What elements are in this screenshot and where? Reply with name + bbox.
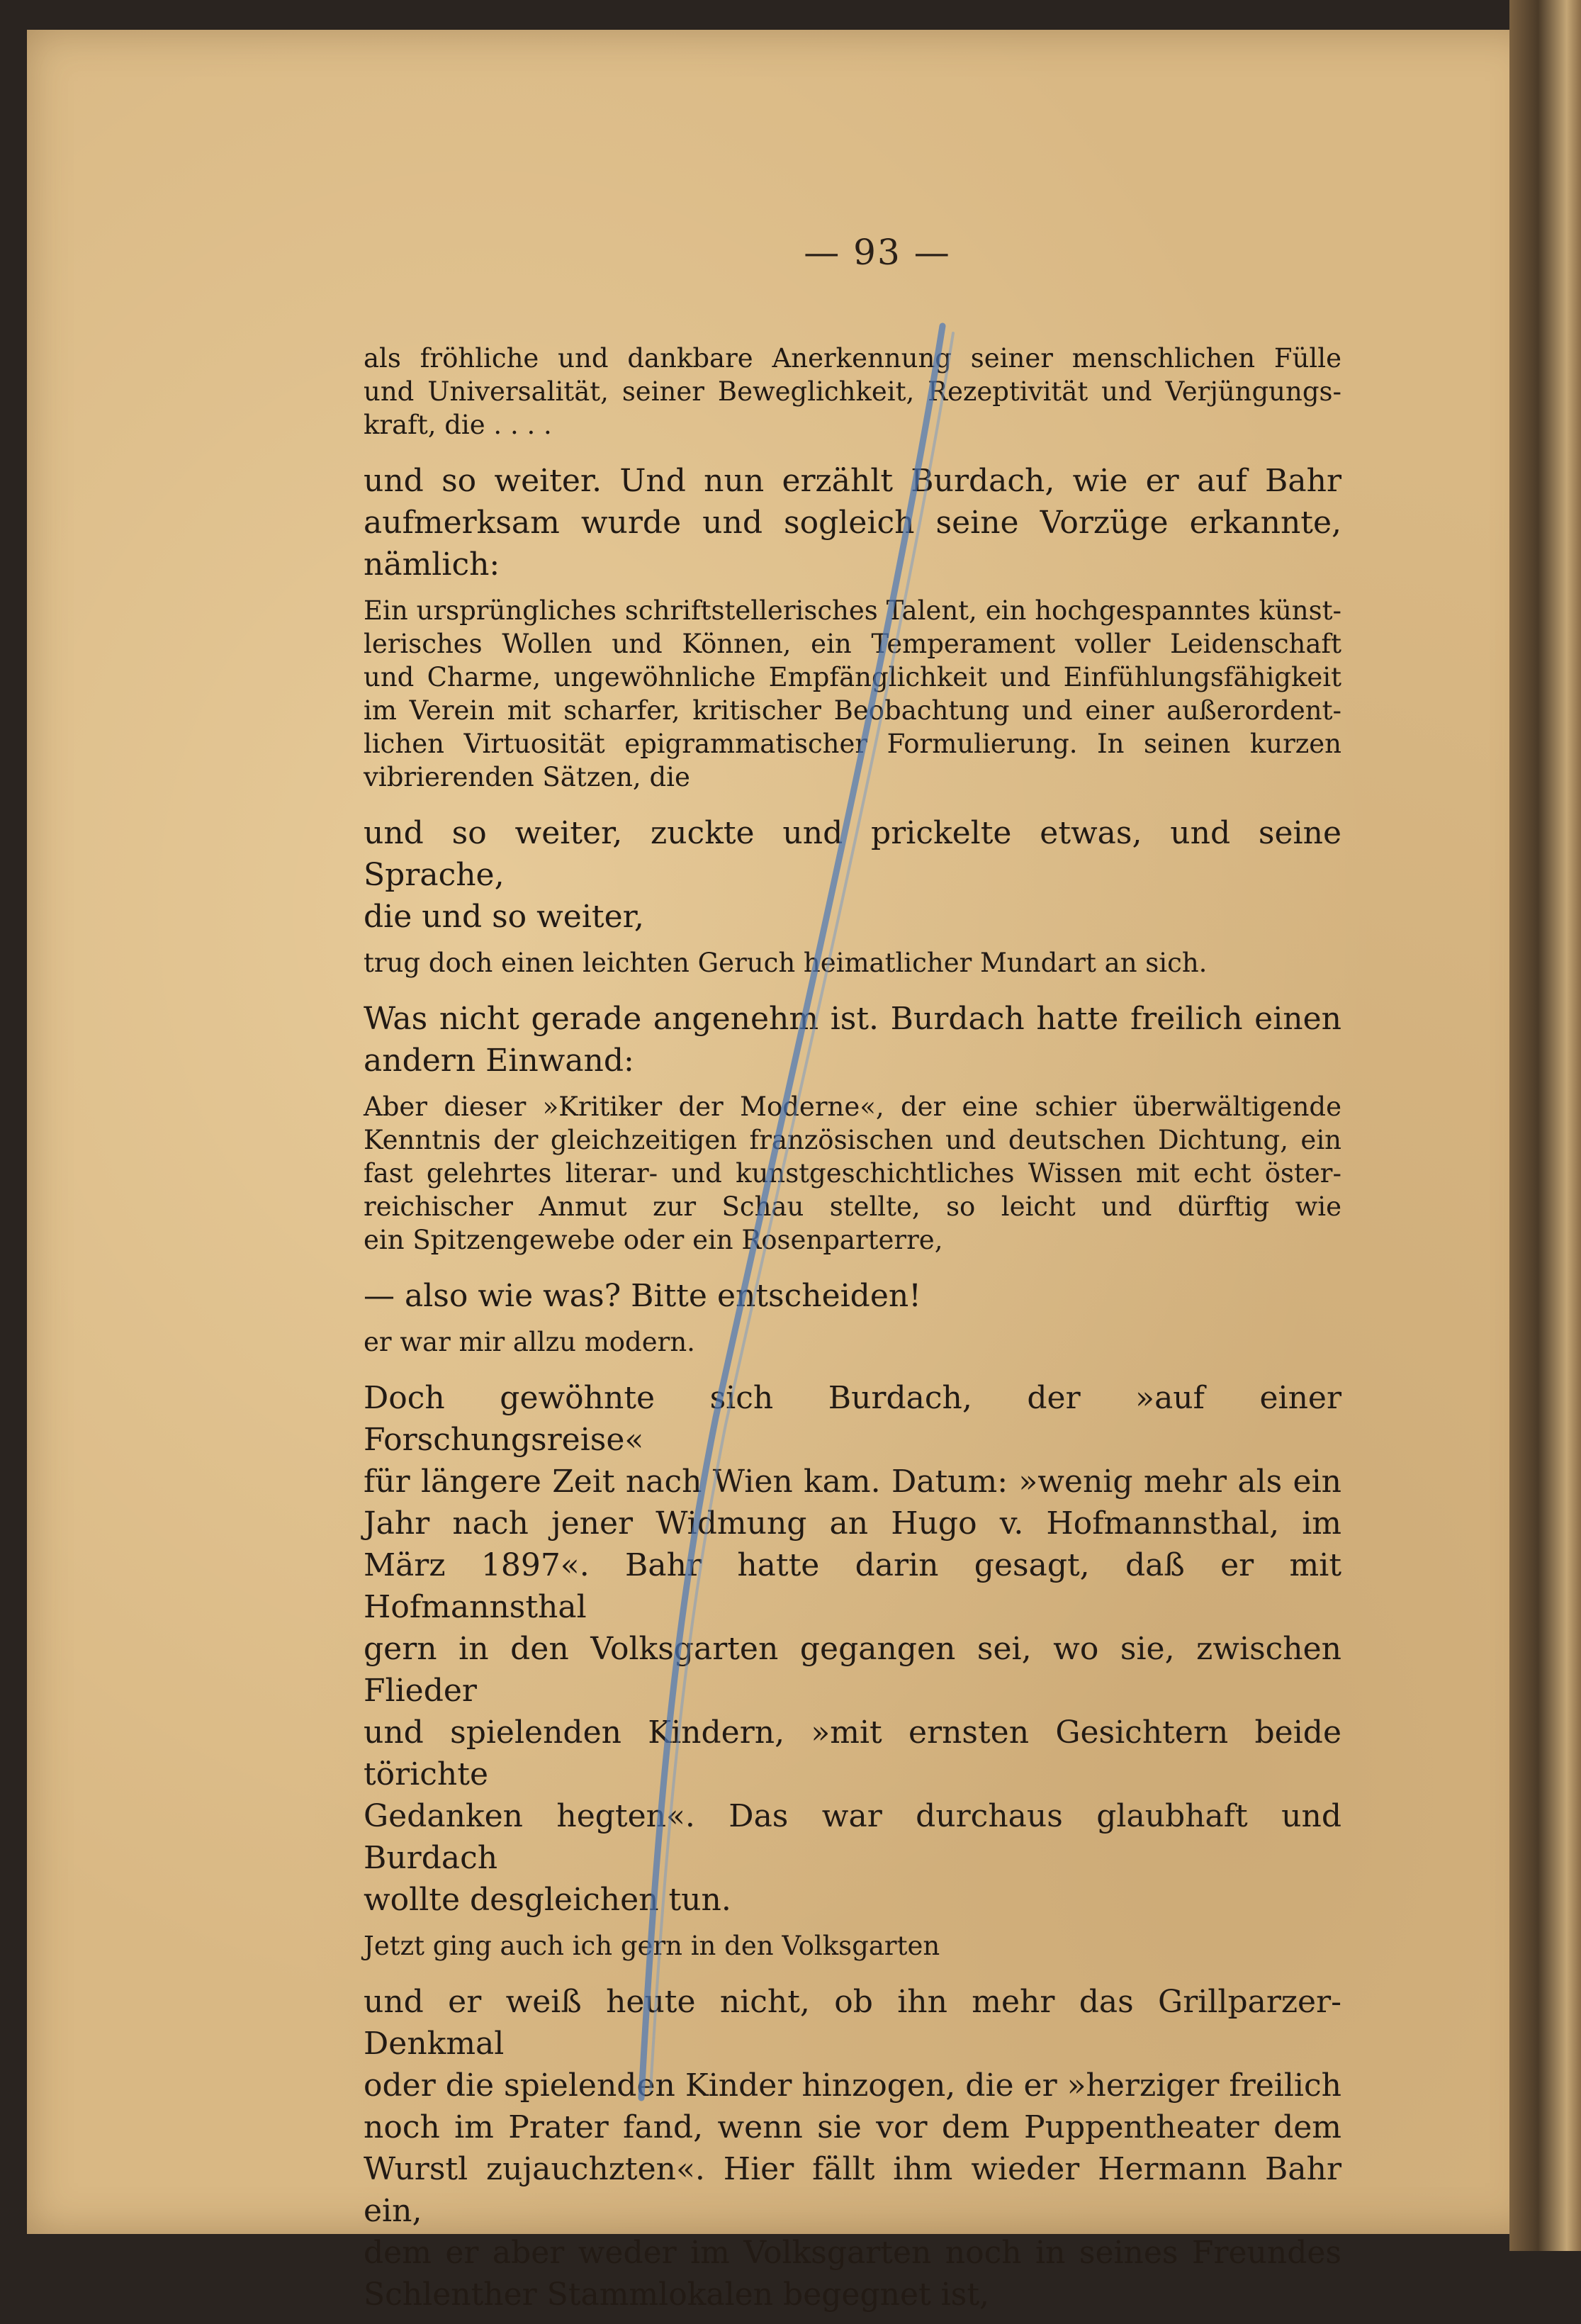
body-paragraph [364, 812, 1341, 938]
text-line: trug doch einen leichten Geruch heimatlicher Mundart an sich. [364, 948, 1208, 978]
text-line: März 1897«. Bahr hatte darin gesagt, daß er mit Hofmannsthal [364, 1547, 1341, 1625]
text-line: dem er aber weder im Volksgarten noch in seines Freundes [364, 2235, 1341, 2271]
book-page [27, 30, 1536, 2313]
text-line: und so weiter. Und nun erzählt Burdach, wie er auf Bahr [364, 463, 1341, 499]
text-line: fast gelehrtes literar- und kunstgeschichtliches Wissen mit echt öster- [364, 1158, 1341, 1189]
quoted-passage [364, 1325, 1341, 1359]
text-line: wollte desgleichen tun. [364, 1882, 731, 1918]
body-paragraph [364, 1377, 1341, 1921]
text-line: lerisches Wollen und Können, ein Temperament voller Leidenschaft [364, 629, 1341, 659]
quoted-passage [364, 1929, 1341, 1963]
text-line: er war mir allzu modern. [364, 1327, 695, 1357]
text-line: als fröhliche und dankbare Anerkennung seiner menschlichen Fülle [364, 343, 1341, 374]
text-line: Was nicht gerade angenehm ist. Burdach hatte freilich einen [364, 1001, 1341, 1037]
text-line: lichen Virtuosität epigrammatischer Formulierung. In seinen kurzen [364, 729, 1341, 759]
text-line: Schlenther Stammlokalen begegnet ist, [364, 2277, 989, 2313]
text-line: Jetzt ging auch ich gern in den Volksgarten [364, 1931, 940, 1961]
text-line: reichischer Anmut zur Schau stellte, so leicht und dürftig wie [364, 1191, 1341, 1222]
text-line: und Charme, ungewöhnliche Empfänglichkeit und Einfühlungsfähigkeit [364, 662, 1341, 692]
text-line: aufmerksam wurde und sogleich seine Vorzüge erkannte, nämlich: [364, 505, 1341, 583]
text-line: Wurstl zujauchzten«. Hier fällt ihm wieder Hermann Bahr ein, [364, 2151, 1341, 2229]
quoted-passage [364, 1090, 1341, 1257]
quoted-passage [364, 342, 1341, 442]
text-line: die und so weiter, [364, 899, 644, 935]
text-line: Gedanken hegten«. Das war durchaus glaubhaft und Burdach [364, 1798, 1341, 1876]
text-line: noch im Prater fand, wenn sie vor dem Puppentheater dem [364, 2109, 1341, 2145]
body-paragraph [364, 460, 1341, 585]
body-paragraph [364, 1981, 1341, 2315]
text-line: Kenntnis der gleichzeitigen französischen und deutschen Dichtung, ein [364, 1125, 1341, 1155]
quoted-passage [364, 594, 1341, 794]
text-line: Jahr nach jener Widmung an Hugo v. Hofmannsthal, im [364, 1505, 1341, 1542]
text-line: oder die spielenden Kinder hinzogen, die er »herziger freilich [364, 2067, 1341, 2104]
text-line: und er weiß heute nicht, ob ihn mehr das Grillparzer-Denkmal [364, 1984, 1341, 2062]
text-line: und Universalität, seiner Beweglichkeit, Rezeptivität und Verjüngungs- [364, 376, 1341, 407]
text-line: kraft, die . . . . [364, 410, 552, 440]
text-line: vibrierenden Sätzen, die [364, 762, 690, 792]
text-line: im Verein mit scharfer, kritischer Beobachtung und einer außerordent- [364, 695, 1341, 726]
quoted-passage [364, 946, 1341, 979]
text-line: Doch gewöhnte sich Burdach, der »auf einer Forschungsreise« [364, 1380, 1341, 1458]
book-gutter [1509, 0, 1581, 2251]
page-number: — 93 — [804, 232, 951, 273]
text-line: Aber dieser »Kritiker der Moderne«, der eine schier überwältigende [364, 1091, 1341, 1122]
text-line: für längere Zeit nach Wien kam. Datum: »wenig mehr als ein [364, 1464, 1341, 1500]
text-line: und spielenden Kindern, »mit ernsten Gesichtern beide törichte [364, 1714, 1341, 1792]
text-line: Ein ursprüngliches schriftstellerisches Talent, ein hochgespanntes künst- [364, 595, 1341, 626]
body-paragraph [364, 998, 1341, 1082]
page-body [364, 342, 1341, 2324]
text-line: ein Spitzengewebe oder ein Rosenparterre, [364, 1225, 943, 1255]
text-line: gern in den Volksgarten gegangen sei, wo sie, zwischen Flieder [364, 1631, 1341, 1709]
text-line: — also wie was? Bitte entscheiden! [364, 1278, 921, 1314]
text-line: andern Einwand: [364, 1043, 634, 1079]
text-line: und so weiter, zuckte und prickelte etwas, und seine Sprache, [364, 815, 1341, 893]
body-paragraph [364, 1275, 1341, 1317]
